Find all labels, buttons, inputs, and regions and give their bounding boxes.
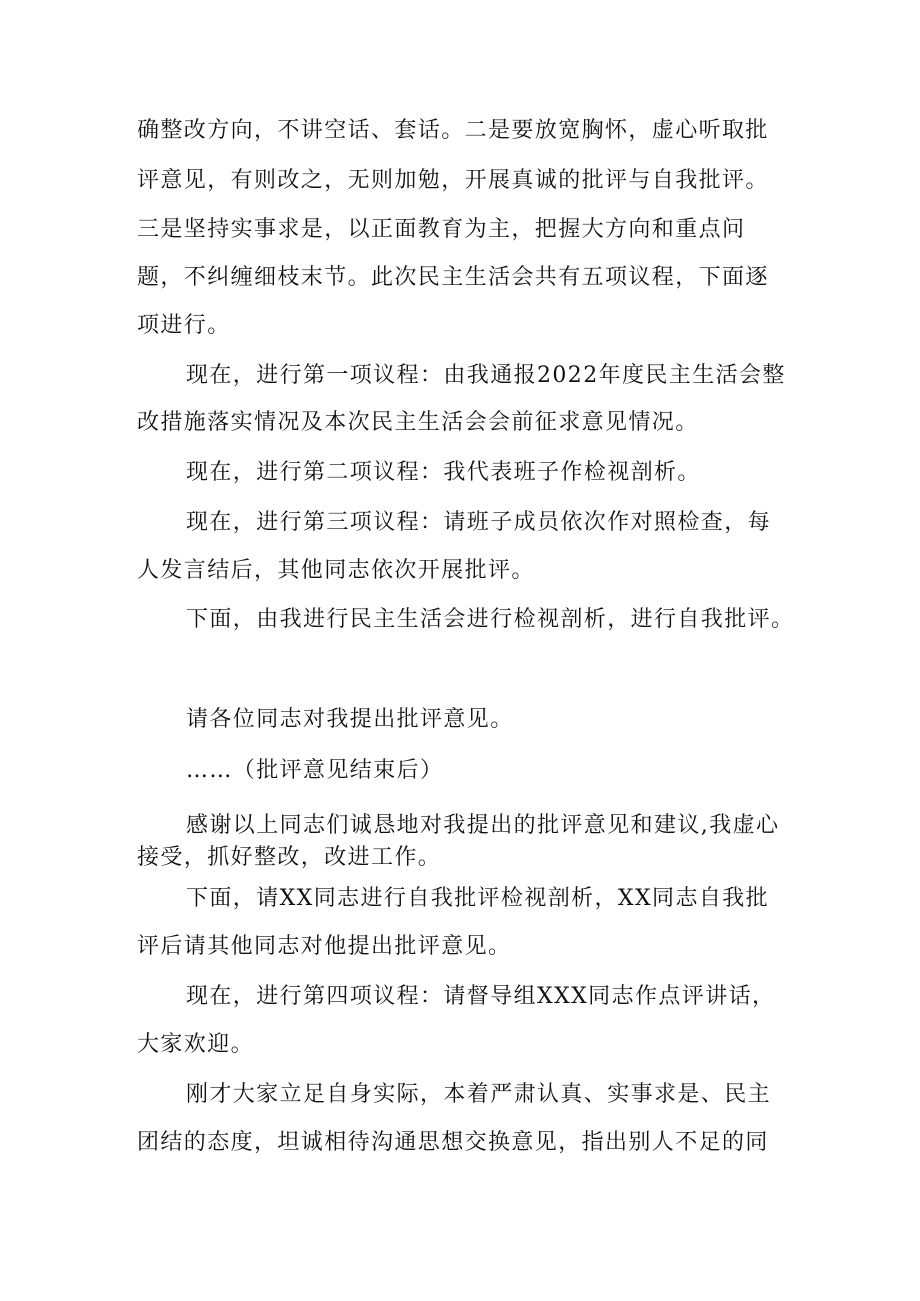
text-line: 确整改方向，不讲空话、套话。二是要放宽胸怀，虚心听取批 [137,118,769,143]
text-line: 感谢以上同志们诚恳地对我提出的批评意见和建议,我虚心 [186,813,780,838]
text-line: 团结的态度，坦诚相待沟通思想交换意见，指出别人不足的同 [137,1130,769,1155]
text-line: 现在，进行第二项议程：我代表班子作检视剖析。 [186,460,701,485]
text-line: 现在，进行第三项议程：请班子成员依次作对照检查，每 [186,510,772,535]
text-line: 三是坚持实事求是，以正面教育为主，把握大方向和重点问 [137,217,746,242]
text-line: 评后请其他同志对他提出批评意见。 [137,934,512,959]
text-line: 人发言结后，其他同志依次开展批评。 [137,558,535,583]
text-line: 题，不纠缠细枝末节。此次民主生活会共有五项议程，下面逐 [137,265,769,290]
text-line: 改措施落实情况及本次民主生活会会前征求意见情况。 [137,410,699,435]
text-line: 现在，进行第一项议程：由我通报2022年度民主生活会整 [186,363,786,388]
text-line: 请各位同志对我提出批评意见。 [186,707,514,732]
text-line: 下面，请XX同志进行自我批评检视剖析，XX同志自我批 [186,886,770,911]
text-line: 项进行。 [137,313,231,338]
text-line: 接受，抓好整改，改进工作。 [137,845,442,870]
text-line: 大家欢迎。 [137,1032,255,1057]
text-line: ……（批评意见结束后） [186,758,444,783]
text-line: 下面，由我进行民主生活会进行检视剖析，进行自我批评。 [186,607,795,632]
text-line: 刚才大家立足自身实际，本着严肃认真、实事求是、民主 [186,1082,772,1107]
text-line: 现在，进行第四项议程：请督导组XXX同志作点评讲话， [186,984,776,1009]
text-line: 评意见，有则改之，无则加勉，开展真诚的批评与自我批评。 [137,168,769,193]
